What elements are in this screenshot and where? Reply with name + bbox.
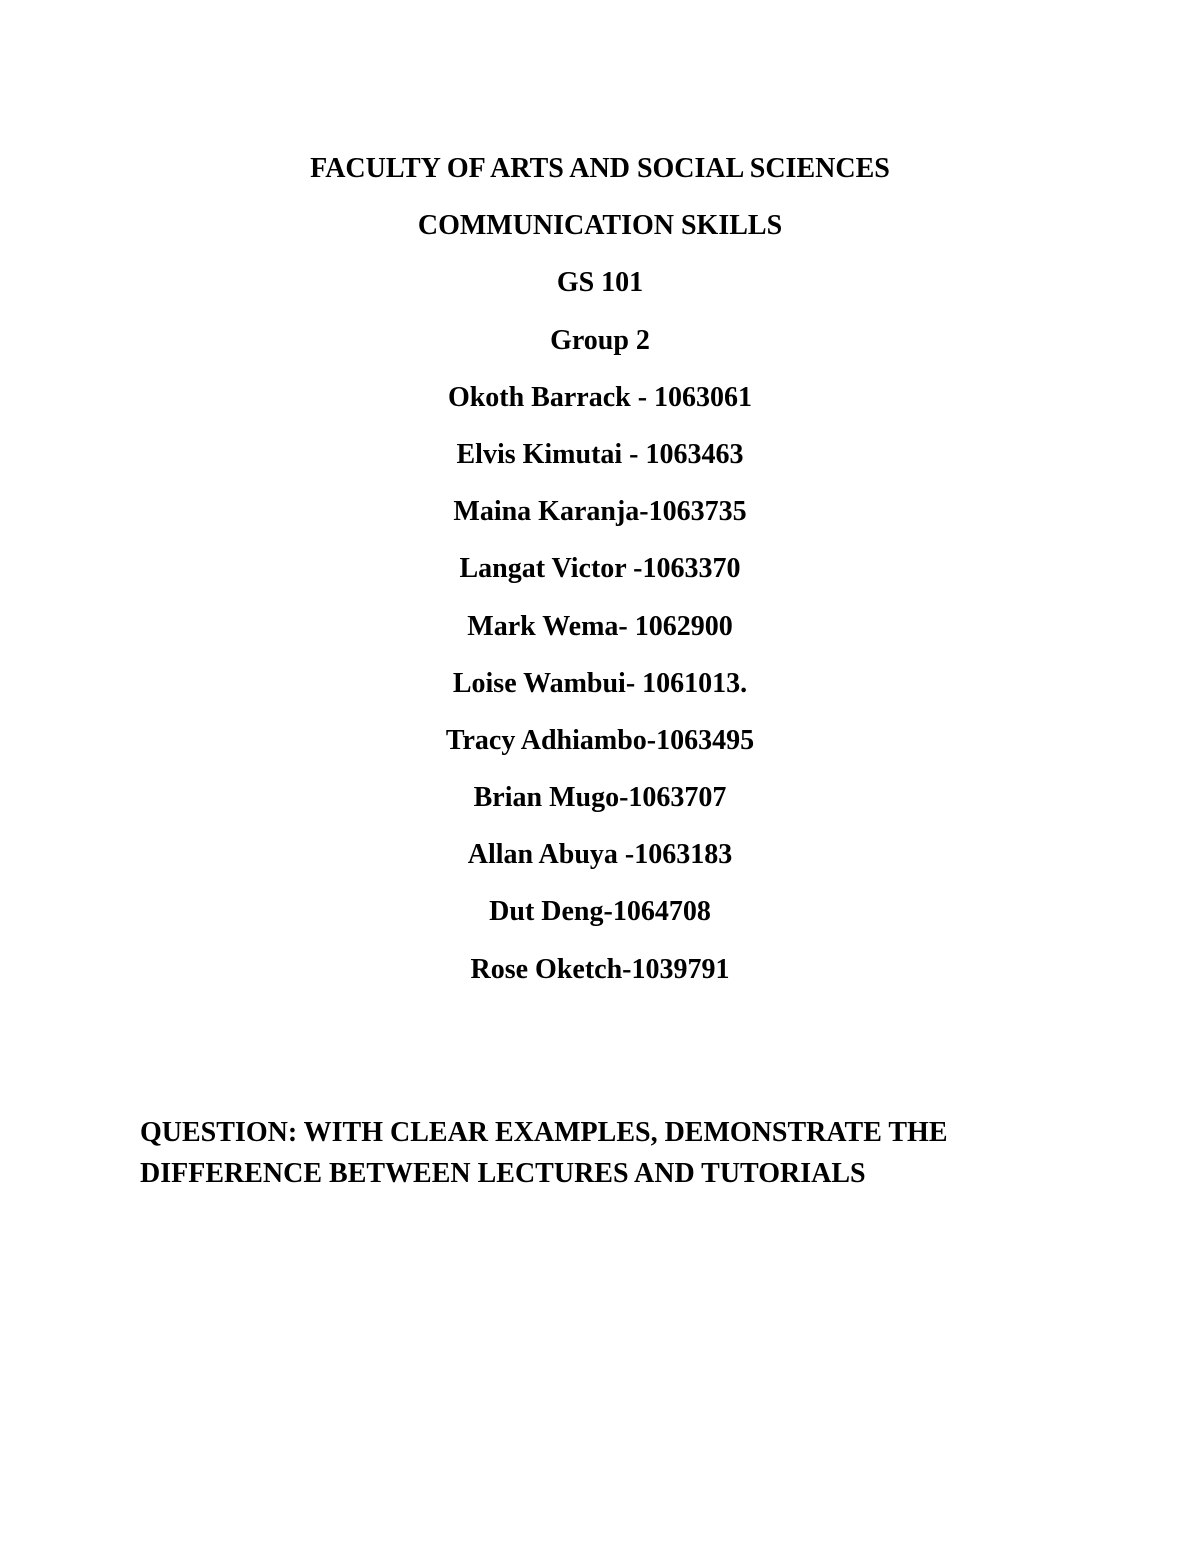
member-item: Allan Abuya -1063183 xyxy=(467,839,733,871)
question-line-2: DIFFERENCE BETWEEN LECTURES AND TUTORIALS xyxy=(140,1158,866,1189)
member-item: Elvis Kimutai - 1063463 xyxy=(456,438,744,470)
member-item: Dut Deng-1064708 xyxy=(489,896,711,928)
member-item: Okoth Barrack - 1063061 xyxy=(447,381,753,413)
member-item: Brian Mugo-1063707 xyxy=(473,782,727,814)
course-title: COMMUNICATION SKILLS xyxy=(417,210,783,242)
cover-header xyxy=(0,140,1200,998)
member-list xyxy=(0,369,1200,998)
question-line-1: QUESTION: WITH CLEAR EXAMPLES, DEMONSTRATE THE xyxy=(140,1117,948,1148)
member-item: Tracy Adhiambo-1063495 xyxy=(445,724,755,756)
member-item: Mark Wema- 1062900 xyxy=(467,610,733,642)
question-text xyxy=(140,1112,1080,1194)
member-item: Langat Victor -1063370 xyxy=(459,553,741,585)
member-item: Loise Wambui- 1061013. xyxy=(452,667,748,699)
faculty-title: FACULTY OF ARTS AND SOCIAL SCIENCES xyxy=(310,153,890,184)
member-item: Rose Oketch-1039791 xyxy=(470,953,730,985)
course-code: GS 101 xyxy=(556,267,644,299)
member-item: Maina Karanja-1063735 xyxy=(453,496,747,528)
group-label: Group 2 xyxy=(550,324,650,356)
